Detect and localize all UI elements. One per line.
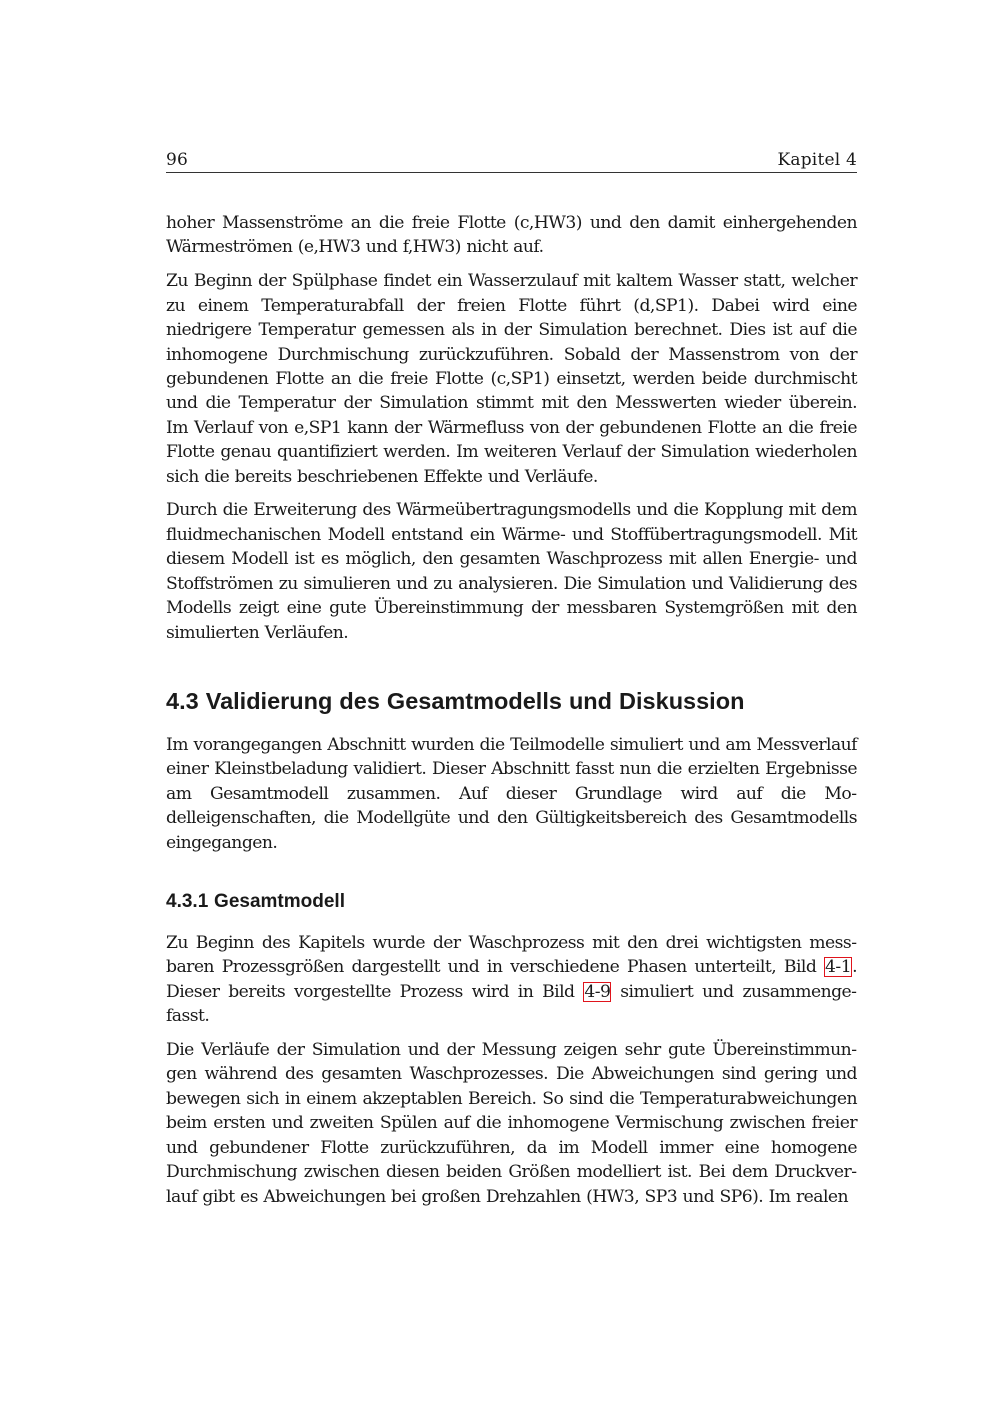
paragraph: Im vorangegangen Abschnitt wurden die Teilmodelle simuliert und am Messverlauf einer Kleinstbeladung validiert. Dieser Abschnitt fasst nun die erzielten Ergebnisse am Gesamtmodell zusammen. Auf dieser Grundlage wird auf die Modelleigenschaften, die Modellgüte und den Gültigkeitsbereich des Gesamtmodells eingegangen. xyxy=(166,734,857,853)
subsection-heading: 4.3.1 Gesamtmodell xyxy=(166,890,345,912)
body-text xyxy=(166,211,857,1209)
paragraph: hoher Massenströme an die freie Flotte (c,HW3) und den damit einhergehenden Wärmeströmen (e,HW3 und f,HW3) nicht auf. xyxy=(166,213,857,258)
paragraph-text: simuliert und zusammengefasst. xyxy=(166,981,857,1027)
paragraph: Die Verläufe der Simulation und der Messung zeigen sehr gute Übereinstimmungen während des gesamten Waschprozesses. Die Abweichungen sind gering und bewegen sich in einem akzeptablen Bereich. So sind die Temperaturabweichungen beim ersten und zweiten Spülen auf die inhomogene Vermischung zwischen freier und gebundener Flotte zurückzuführen, da im Modell immer eine homogene Durchmischung zwischen diesen beiden Größen modelliert ist. Bei dem Druckverlauf gibt es Abweichungen bei großen Drehzahlen (HW3, SP3 und SP6). Im realen xyxy=(166,1040,857,1207)
figure-reference-link[interactable]: 4-9 xyxy=(584,981,611,1002)
paragraph: Zu Beginn der Spülphase findet ein Wasserzulauf mit kaltem Wasser statt, welcher zu einem Temperaturabfall der freien Flotte führt (d,SP1). Dabei wird eine niedrigere Temperatur gemessen als in der Simulation berechnet. Dies ist auf die inhomogene Durchmischung zurückzuführen. Sobald der Massenstrom von der gebundenen Flotte an die freie Flotte (c,SP1) einsetzt, werden beide durchmischt und die Temperatur der Simulation stimmt mit den Messwerten wieder überein. Im Verlauf von e,SP1 kann der Wärmefluss von der gebundenen Flotte an die freie Flotte genau quantifiziert werden. Im weiteren Verlauf der Simulation wiederholen sich die bereits beschriebenen Effekte und Verläufe. xyxy=(166,271,857,487)
running-header xyxy=(166,150,857,173)
figure-reference-link[interactable]: 4-1 xyxy=(825,957,852,978)
page xyxy=(166,150,857,1218)
chapter-label: Kapitel 4 xyxy=(777,150,857,170)
paragraph-with-references xyxy=(166,931,857,1029)
paragraph-text: . Dieser bereits vorgestellte Prozess wird in Bild xyxy=(166,957,857,1002)
section-heading: 4.3 Validierung des Gesamtmodells und Diskussion xyxy=(166,687,745,714)
paragraph: Durch die Erweiterung des Wärmeübertragungsmodells und die Kopplung mit dem fluidmechanischen Modell entstand ein Wärme- und Stoffübertragungsmodell. Mit diesem Modell ist es möglich, den gesamten Waschprozess mit allen Energie- und Stoffströmen zu simulieren und zu analysieren. Die Simulation und Validierung des Modells zeigt eine gute Übereinstimmung der messbaren Systemgrößen mit den simulierten Verläufen. xyxy=(166,500,857,643)
paragraph-text: Zu Beginn des Kapitels wurde der Waschprozess mit den drei wichtigsten messbaren Prozessgrößen dargestellt und in verschiedene Phasen unterteilt, Bild xyxy=(166,932,857,978)
page-number: 96 xyxy=(166,150,189,170)
